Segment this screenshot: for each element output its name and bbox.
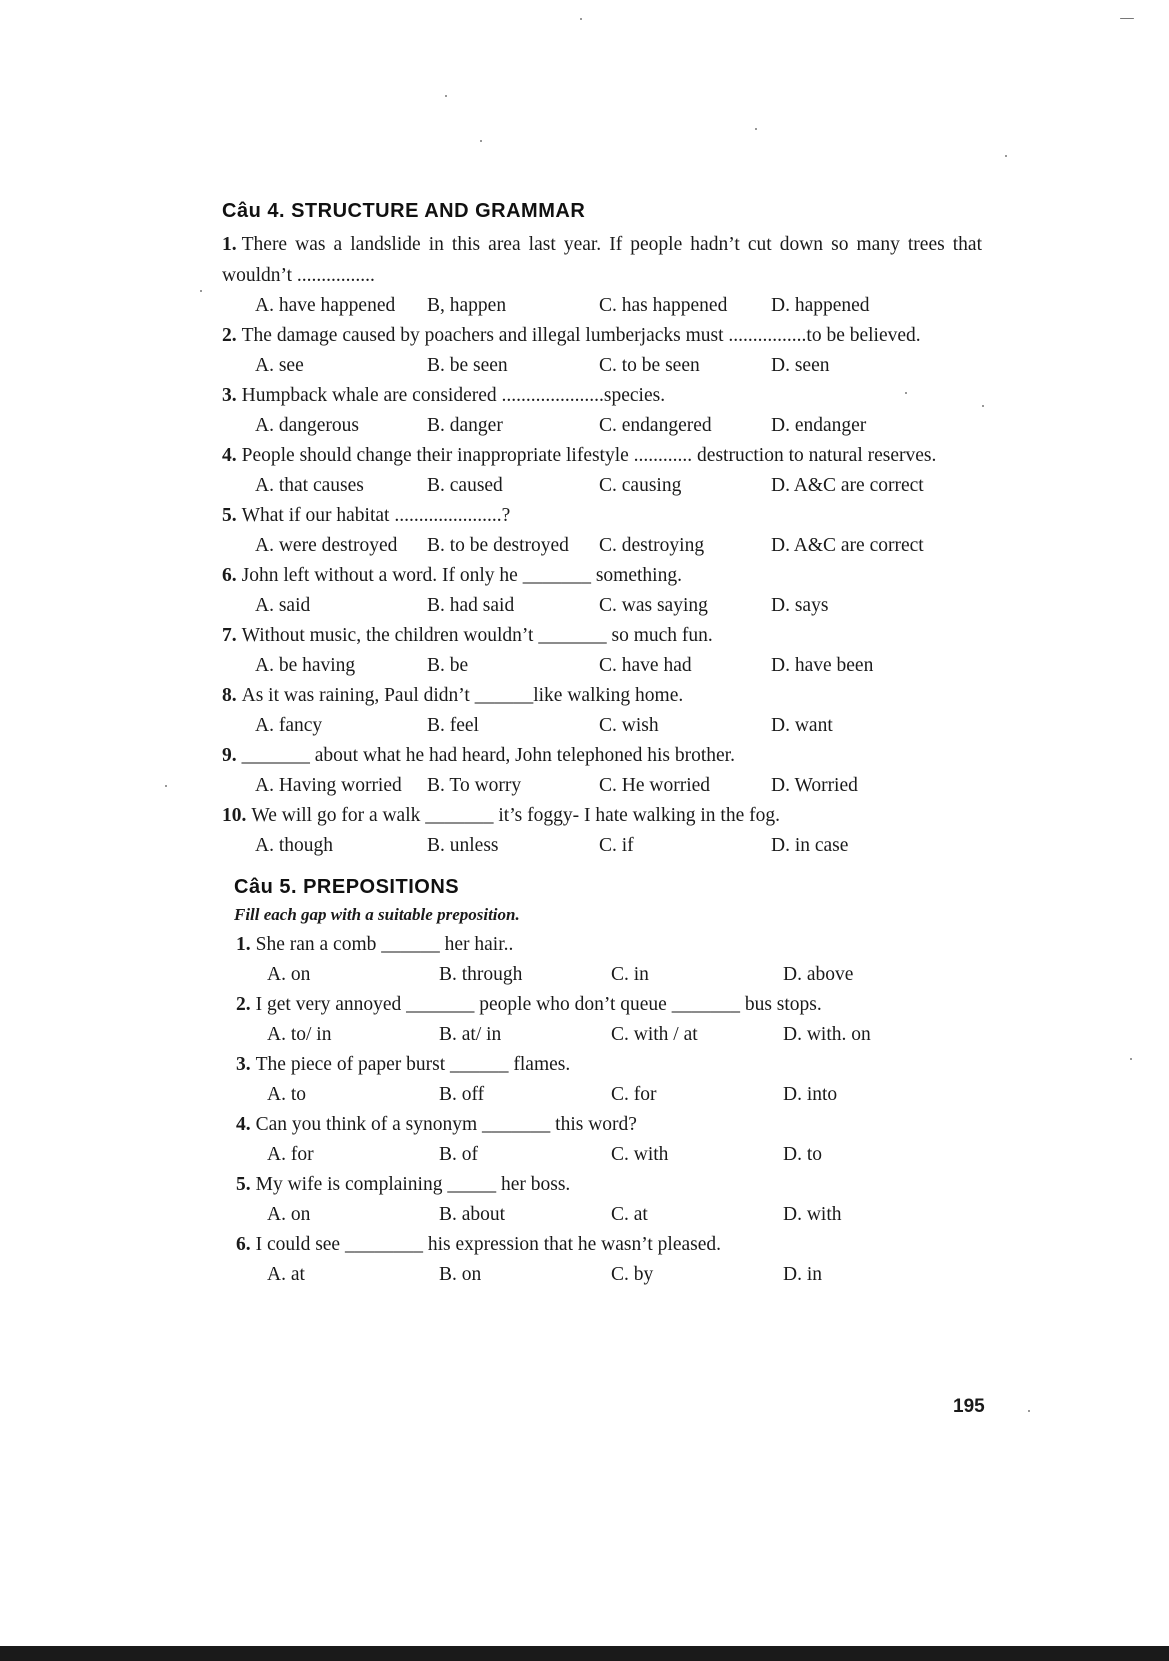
option-c[interactable]: C. destroying bbox=[599, 535, 705, 556]
question-number: 6. bbox=[222, 565, 237, 586]
option-a[interactable]: A. were destroyed bbox=[255, 535, 398, 556]
question-number: 3. bbox=[236, 1054, 251, 1075]
option-b[interactable]: B. be bbox=[427, 655, 469, 676]
option-c[interactable]: C. with / at bbox=[611, 1024, 698, 1045]
question-5-2 bbox=[222, 989, 982, 1049]
answer-options bbox=[222, 411, 982, 440]
option-a[interactable]: A. fancy bbox=[255, 715, 323, 736]
question-text bbox=[222, 929, 982, 960]
question-number: 7. bbox=[222, 625, 237, 646]
option-a[interactable]: A. at bbox=[267, 1264, 305, 1285]
scan-speck bbox=[755, 128, 757, 130]
option-c[interactable]: C. causing bbox=[599, 475, 682, 496]
question-text bbox=[222, 1109, 982, 1140]
question-4-1 bbox=[222, 229, 982, 320]
option-d[interactable]: D. with bbox=[783, 1204, 842, 1225]
question-stem: As it was raining, Paul didn’t ______like walking home. bbox=[241, 685, 684, 706]
question-4-10 bbox=[222, 800, 982, 860]
question-5-4 bbox=[222, 1109, 982, 1169]
question-5-6 bbox=[222, 1229, 982, 1289]
option-d[interactable]: D. above bbox=[783, 964, 854, 985]
question-stem: John left without a word. If only he _______ something. bbox=[241, 565, 682, 586]
option-a[interactable]: A. Having worried bbox=[255, 775, 402, 796]
page-number: 195 bbox=[953, 1396, 985, 1417]
option-d[interactable]: D. happened bbox=[771, 295, 870, 316]
option-b[interactable]: B. danger bbox=[427, 415, 503, 436]
question-text bbox=[222, 229, 982, 291]
question-4-5 bbox=[222, 500, 982, 560]
option-a[interactable]: A. on bbox=[267, 1204, 311, 1225]
option-b[interactable]: B. of bbox=[439, 1144, 478, 1165]
answer-options bbox=[222, 1140, 982, 1169]
option-a[interactable]: A. on bbox=[267, 964, 311, 985]
answer-options bbox=[222, 471, 982, 500]
question-number: 5. bbox=[236, 1174, 251, 1195]
question-4-7 bbox=[222, 620, 982, 680]
section-5-questions bbox=[222, 929, 982, 1289]
question-4-3 bbox=[222, 380, 982, 440]
question-4-6 bbox=[222, 560, 982, 620]
page-content bbox=[222, 200, 982, 1289]
option-d[interactable]: D. with. on bbox=[783, 1024, 871, 1045]
option-c[interactable]: C. has happened bbox=[599, 295, 728, 316]
option-c[interactable]: C. have had bbox=[599, 655, 692, 676]
option-a[interactable]: A. see bbox=[255, 355, 304, 376]
question-number: 8. bbox=[222, 685, 237, 706]
question-number: 6. bbox=[236, 1234, 251, 1255]
question-text bbox=[222, 740, 982, 771]
option-c[interactable]: C. with bbox=[611, 1144, 669, 1165]
scan-speck bbox=[1028, 1410, 1030, 1412]
option-b[interactable]: B. had said bbox=[427, 595, 515, 616]
question-number: 4. bbox=[236, 1114, 251, 1135]
question-stem: Can you think of a synonym _______ this word? bbox=[255, 1114, 637, 1135]
question-text bbox=[222, 380, 982, 411]
option-b[interactable]: B, happen bbox=[427, 295, 507, 316]
question-4-4 bbox=[222, 440, 982, 500]
question-4-9 bbox=[222, 740, 982, 800]
option-b[interactable]: B. caused bbox=[427, 475, 503, 496]
answer-options bbox=[222, 531, 982, 560]
question-number: 1. bbox=[222, 234, 237, 255]
option-b[interactable]: B. feel bbox=[427, 715, 479, 736]
answer-options bbox=[222, 831, 982, 860]
scan-speck bbox=[1005, 155, 1007, 157]
question-stem: Without music, the children wouldn’t _______ so much fun. bbox=[241, 625, 713, 646]
option-d[interactable]: D. in case bbox=[771, 835, 849, 856]
question-stem: Humpback whale are considered .....................species. bbox=[241, 385, 666, 406]
section-4-questions bbox=[222, 229, 982, 860]
option-c[interactable]: C. if bbox=[599, 835, 634, 856]
answer-options bbox=[222, 711, 982, 740]
option-c[interactable]: C. was saying bbox=[599, 595, 708, 616]
option-b[interactable]: B. about bbox=[439, 1204, 506, 1225]
question-stem: My wife is complaining _____ her boss. bbox=[255, 1174, 571, 1195]
option-d[interactable]: D. to bbox=[783, 1144, 822, 1165]
option-d[interactable]: D. Worried bbox=[771, 775, 858, 796]
question-number: 9. bbox=[222, 745, 237, 766]
option-b[interactable]: B. To worry bbox=[427, 775, 522, 796]
option-b[interactable]: B. at/ in bbox=[439, 1024, 502, 1045]
question-text bbox=[222, 1169, 982, 1200]
option-b[interactable]: B. be seen bbox=[427, 355, 508, 376]
option-d[interactable]: D. in bbox=[783, 1264, 822, 1285]
scan-speck bbox=[1130, 1058, 1132, 1060]
option-c[interactable]: C. at bbox=[611, 1204, 648, 1225]
question-number: 2. bbox=[222, 325, 237, 346]
option-d[interactable]: D. seen bbox=[771, 355, 830, 376]
question-stem: What if our habitat ......................? bbox=[241, 505, 511, 526]
question-4-8 bbox=[222, 680, 982, 740]
answer-options bbox=[222, 771, 982, 800]
question-text bbox=[222, 989, 982, 1020]
question-5-5 bbox=[222, 1169, 982, 1229]
option-c[interactable]: C. wish bbox=[599, 715, 659, 736]
option-a[interactable]: A. to/ in bbox=[267, 1024, 332, 1045]
option-a[interactable]: A. be having bbox=[255, 655, 356, 676]
scan-bottom-edge bbox=[0, 1646, 1169, 1661]
question-stem: The damage caused by poachers and illegal lumberjacks must ................to be believed. bbox=[241, 325, 921, 346]
option-d[interactable]: D. says bbox=[771, 595, 829, 616]
answer-options bbox=[222, 291, 982, 320]
question-text bbox=[222, 320, 982, 351]
answer-options bbox=[222, 1200, 982, 1229]
option-a[interactable]: A. said bbox=[255, 595, 311, 616]
option-b[interactable]: B. on bbox=[439, 1264, 482, 1285]
option-c[interactable]: C. in bbox=[611, 964, 649, 985]
question-text bbox=[222, 1049, 982, 1080]
option-a[interactable]: A. dangerous bbox=[255, 415, 359, 436]
scan-speck bbox=[165, 785, 167, 787]
answer-options bbox=[222, 960, 982, 989]
option-d[interactable]: D. A&C are correct bbox=[771, 535, 924, 556]
question-number: 4. bbox=[222, 445, 237, 466]
answer-options bbox=[222, 1080, 982, 1109]
option-d[interactable]: D. A&C are correct bbox=[771, 475, 924, 496]
option-a[interactable]: A. to bbox=[267, 1084, 306, 1105]
option-d[interactable]: D. endanger bbox=[771, 415, 867, 436]
question-5-1 bbox=[222, 929, 982, 989]
option-b[interactable]: B. off bbox=[439, 1084, 485, 1105]
option-d[interactable]: D. into bbox=[783, 1084, 838, 1105]
question-stem: I get very annoyed _______ people who don’t queue _______ bus stops. bbox=[255, 994, 822, 1015]
scan-speck bbox=[1120, 18, 1134, 19]
option-c[interactable]: C. endangered bbox=[599, 415, 712, 436]
section-4-title: Câu 4. STRUCTURE AND GRAMMAR bbox=[222, 200, 586, 222]
option-d[interactable]: D. have been bbox=[771, 655, 874, 676]
section-5-instruction: Fill each gap with a suitable preposition. bbox=[234, 905, 520, 924]
question-5-3 bbox=[222, 1049, 982, 1109]
option-c[interactable]: C. for bbox=[611, 1084, 657, 1105]
option-c[interactable]: C. to be seen bbox=[599, 355, 700, 376]
question-stem: I could see ________ his expression that he wasn’t pleased. bbox=[255, 1234, 721, 1255]
question-stem: The piece of paper burst ______ flames. bbox=[255, 1054, 571, 1075]
question-text bbox=[222, 620, 982, 651]
question-number: 5. bbox=[222, 505, 237, 526]
question-text bbox=[222, 680, 982, 711]
question-stem: She ran a comb ______ her hair.. bbox=[255, 934, 514, 955]
question-4-2 bbox=[222, 320, 982, 380]
answer-options bbox=[222, 591, 982, 620]
option-b[interactable]: B. unless bbox=[427, 835, 499, 856]
question-number: 2. bbox=[236, 994, 251, 1015]
option-b[interactable]: B. to be destroyed bbox=[427, 535, 569, 556]
answer-options bbox=[222, 351, 982, 380]
question-stem: People should change their inappropriate lifestyle ............ destruction to natural reserves. bbox=[241, 445, 937, 466]
question-text bbox=[222, 560, 982, 591]
scan-speck bbox=[580, 18, 582, 20]
question-number: 3. bbox=[222, 385, 237, 406]
option-c[interactable]: C. by bbox=[611, 1264, 654, 1285]
scan-speck bbox=[982, 405, 984, 407]
answer-options bbox=[222, 1020, 982, 1049]
question-stem: _______ about what he had heard, John telephoned his brother. bbox=[241, 745, 735, 766]
option-a[interactable]: A. though bbox=[255, 835, 333, 856]
option-b[interactable]: B. through bbox=[439, 964, 523, 985]
question-stem: We will go for a walk _______ it’s foggy- I hate walking in the fog. bbox=[251, 805, 780, 826]
scan-speck bbox=[905, 392, 907, 394]
scan-speck bbox=[445, 95, 447, 97]
question-text bbox=[222, 1229, 982, 1260]
option-a[interactable]: A. for bbox=[267, 1144, 314, 1165]
question-text bbox=[222, 800, 982, 831]
scan-speck bbox=[480, 140, 482, 142]
section-5-title: Câu 5. PREPOSITIONS bbox=[234, 876, 460, 898]
scan-speck bbox=[200, 290, 202, 292]
answer-options bbox=[222, 651, 982, 680]
question-number: 1. bbox=[236, 934, 251, 955]
option-a[interactable]: A. have happened bbox=[255, 295, 396, 316]
answer-options bbox=[222, 1260, 982, 1289]
question-text bbox=[222, 500, 982, 531]
question-stem: There was a landslide in this area last year. If people hadn’t cut down so many trees that wouldn’t ................ bbox=[222, 234, 982, 286]
option-d[interactable]: D. want bbox=[771, 715, 833, 736]
option-a[interactable]: A. that causes bbox=[255, 475, 364, 496]
option-c[interactable]: C. He worried bbox=[599, 775, 711, 796]
question-text bbox=[222, 440, 982, 471]
question-number: 10. bbox=[222, 805, 247, 826]
